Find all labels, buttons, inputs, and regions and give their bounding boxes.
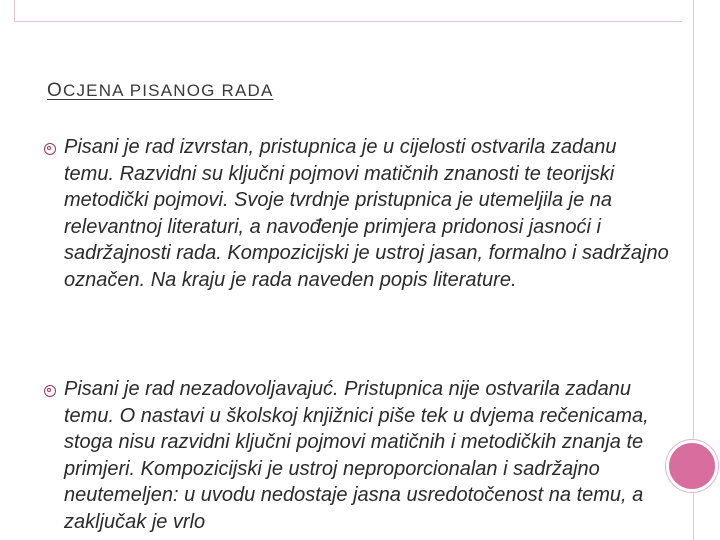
- circle-bullet-icon: [44, 385, 56, 397]
- title-rest: CJENA PISANOG RADA: [62, 81, 274, 100]
- title-first-letter: O: [47, 80, 63, 101]
- bullet-text-2: Pisani je rad nezadovoljavajuć. Pristupnica nije ostvarila zadanu temu. O nastavi u školskoj knjižnici piše tek u dvjema rečenicama, stoga nisu razvidni ključni pojmovi matičnih i metodičkih znanja te primjeri. Kompozicijski je ustroj neproporcionalan i sadržajno neutemeljen: u uvodu nedostaje jasna usredotočenost na temu, a zaključak je vrlo: [64, 378, 649, 533]
- circle-bullet-icon: [44, 143, 56, 155]
- bullet-text-1: Pisani je rad izvrstan, pristupnica je u cijelosti ostvarila zadanu temu. Razvidni su ključni pojmovi matičnih znanosti te teorijski metodički pojmovi. Svoje tvrdnje pristupnica je utemeljila je na relevantnoj literaturi, a navođenje primjera pridonosi jasnoći i sadržajnosti rada. Kompozicijski je ustroj jasan, formalno i sadržajno označen. Na kraju je rada naveden popis literature.: [64, 136, 669, 291]
- frame-top-rule: [14, 0, 682, 22]
- slide-title: [47, 80, 274, 102]
- decorative-circle: [666, 440, 718, 492]
